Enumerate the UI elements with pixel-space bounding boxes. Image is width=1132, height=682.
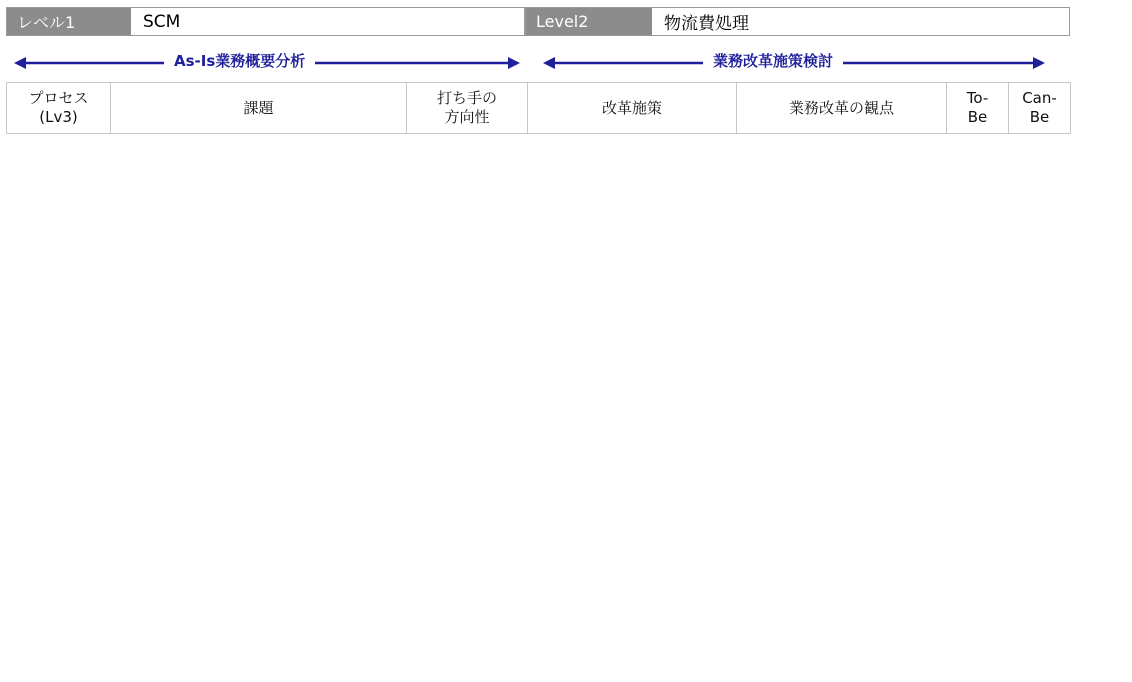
level2-header [525, 7, 1070, 36]
to-be-arrow [543, 50, 1045, 76]
as-is-title: As-Is業務概要分析 [164, 50, 315, 76]
level1-header [6, 7, 525, 36]
level1-value: SCM [143, 11, 181, 32]
header-direction: 打ち手の 方向性 [407, 83, 528, 134]
analysis-table [6, 82, 1071, 134]
header-tobe: To- Be [947, 83, 1009, 134]
level2-label: Level2 [526, 8, 652, 35]
header-policy: 改革施策 [528, 83, 737, 134]
level1-label: レベル1 [7, 8, 131, 35]
header-process: プロセス (Lv3) [7, 83, 111, 134]
header-issue: 課題 [111, 83, 407, 134]
table-header-row [7, 83, 1071, 134]
header-canbe: Can- Be [1009, 83, 1071, 134]
level2-value: 物流費処理 [664, 14, 749, 34]
to-be-title: 業務改革施策検討 [703, 50, 843, 76]
as-is-arrow [14, 50, 520, 76]
header-viewpoint: 業務改革の観点 [737, 83, 947, 134]
